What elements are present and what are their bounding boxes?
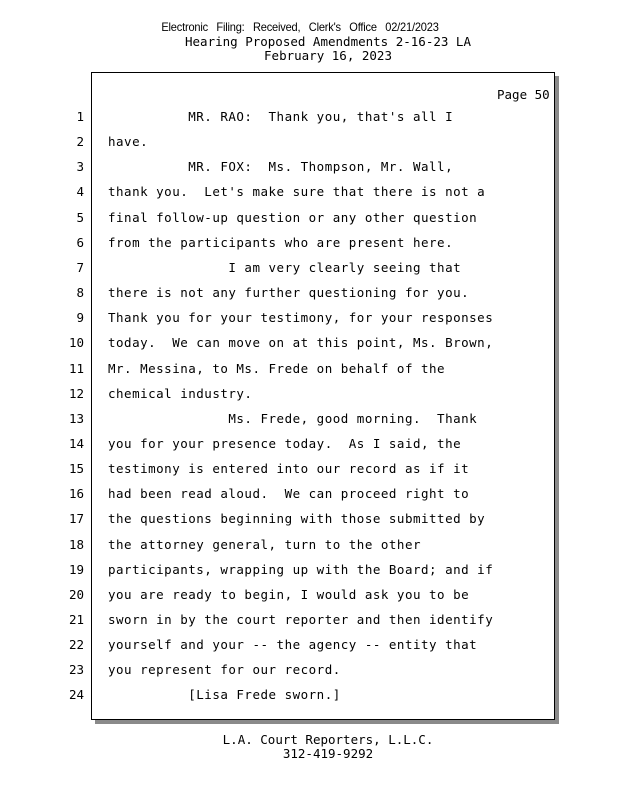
line-text: chemical industry. (108, 386, 253, 401)
line-text: there is not any further questioning for you. (108, 285, 470, 300)
line-text: I am very clearly seeing that (108, 260, 462, 275)
line-text: from the participants who are present here. (108, 235, 454, 250)
line-text: MR. RAO: Thank you, that's all I (108, 109, 454, 124)
line-text: yourself and your -- the agency -- entity that (108, 637, 478, 652)
line-text: Mr. Messina, to Ms. Frede on behalf of the (108, 361, 446, 376)
line-text: the attorney general, turn to the other (108, 537, 421, 552)
footer (0, 733, 618, 761)
line-number: 8 (76, 285, 84, 300)
line-number: 2 (76, 134, 84, 149)
line-number: 22 (68, 637, 84, 652)
line-number: 1 (76, 109, 84, 124)
line-number: 19 (68, 562, 84, 577)
line-number: 12 (68, 386, 84, 401)
line-number: 10 (68, 335, 84, 350)
line-number: 5 (76, 210, 84, 225)
page-number: Page 50 (497, 87, 550, 102)
line-text: you are ready to begin, I would ask you to be (108, 587, 470, 602)
line-text: you for your presence today. As I said, the (108, 436, 462, 451)
filing-stamp: Electronic Filing: Received, Clerk's Office 02/21/2023 (161, 20, 439, 34)
line-number: 16 (68, 486, 84, 501)
line-number: 20 (68, 587, 84, 602)
footer-company: L.A. Court Reporters, L.L.C. (222, 732, 434, 747)
line-text: Thank you for your testimony, for your responses (108, 310, 494, 325)
line-text: Ms. Frede, good morning. Thank (108, 411, 478, 426)
line-number: 13 (68, 411, 84, 426)
line-text: [Lisa Frede sworn.] (108, 687, 341, 702)
line-text: the questions beginning with those submitted by (108, 511, 486, 526)
line-text: have. (108, 134, 149, 149)
line-text: had been read aloud. We can proceed right to (108, 486, 470, 501)
line-number: 7 (76, 260, 84, 275)
header-title: Hearing Proposed Amendments 2-16-23 LA (185, 34, 471, 49)
line-text: you represent for our record. (108, 662, 341, 677)
line-number: 14 (68, 436, 84, 451)
line-number: 3 (76, 159, 84, 174)
line-number: 17 (68, 511, 84, 526)
line-text: final follow-up question or any other question (108, 210, 478, 225)
line-text: MR. FOX: Ms. Thompson, Mr. Wall, (108, 159, 454, 174)
header-date: February 16, 2023 (264, 48, 392, 63)
line-number: 24 (68, 687, 84, 702)
line-number: 18 (68, 537, 84, 552)
line-number: 23 (68, 662, 84, 677)
line-text: today. We can move on at this point, Ms. Brown, (108, 335, 494, 350)
line-text: testimony is entered into our record as if it (108, 461, 470, 476)
transcript-header (0, 35, 618, 63)
footer-phone: 312-419-9292 (282, 746, 374, 761)
line-text: participants, wrapping up with the Board; and if (108, 562, 494, 577)
line-text: sworn in by the court reporter and then identify (108, 612, 494, 627)
line-text: thank you. Let's make sure that there is not a (108, 184, 486, 199)
line-number: 21 (68, 612, 84, 627)
line-number: 9 (76, 310, 84, 325)
line-number: 15 (68, 461, 84, 476)
line-number: 11 (68, 361, 84, 376)
line-number: 4 (76, 184, 84, 199)
line-number: 6 (76, 235, 84, 250)
